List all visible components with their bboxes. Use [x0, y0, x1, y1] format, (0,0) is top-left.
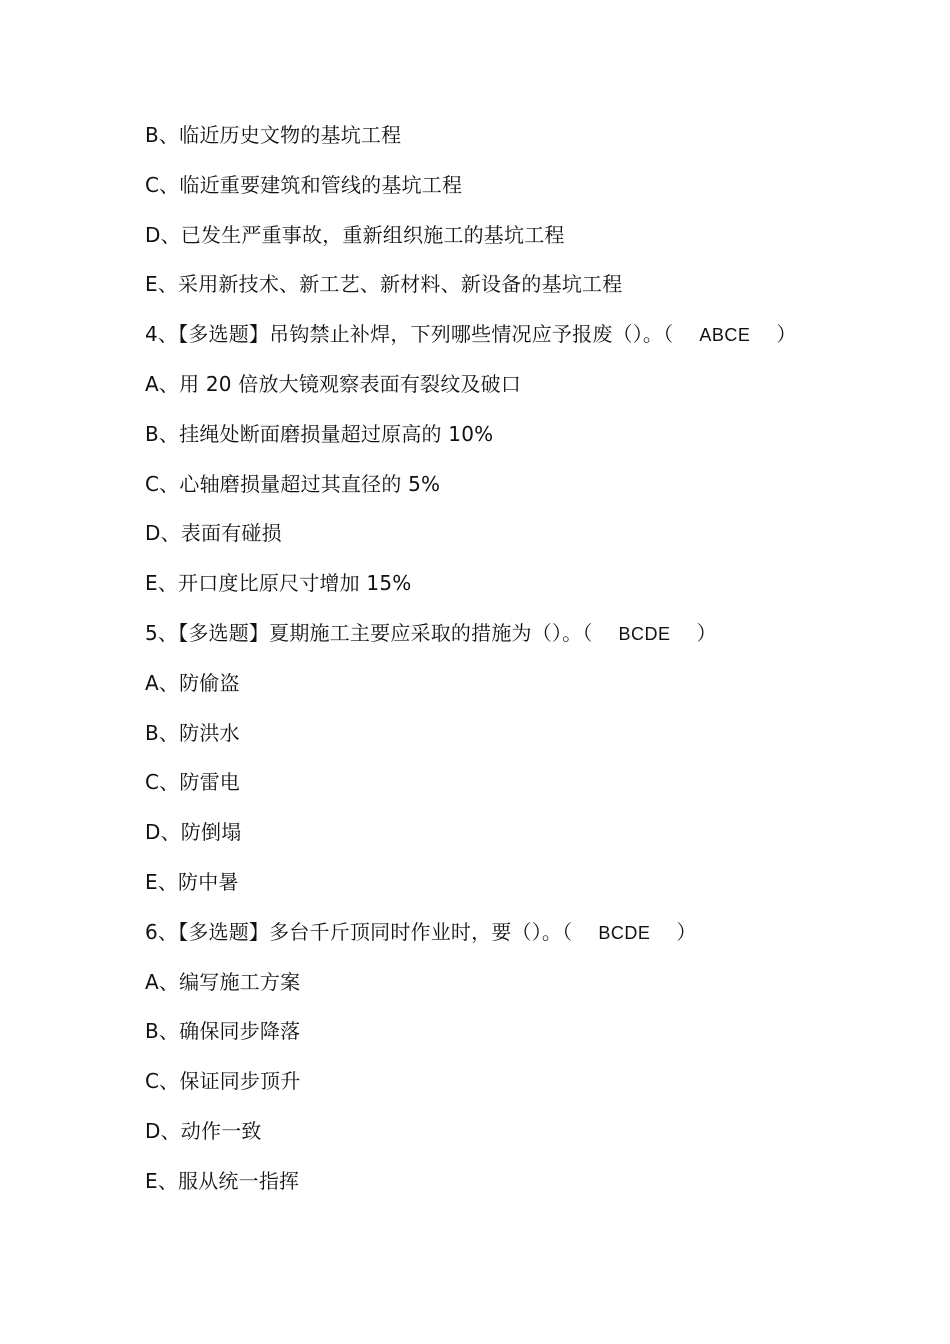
question-text: 5、【多选题】夏期施工主要应采取的措施为（）。（ [145, 620, 593, 645]
option-text: A、编写施工方案 [145, 969, 301, 994]
option-text: B、确保同步降落 [145, 1019, 301, 1044]
option-text: D、动作一致 [145, 1118, 262, 1143]
option-line [145, 509, 905, 559]
question-close: ） [676, 919, 697, 944]
option-line [145, 659, 905, 709]
option-line [145, 559, 905, 609]
option-line [145, 709, 905, 759]
answer-key: ABCE [699, 325, 751, 346]
option-line [145, 1107, 905, 1157]
option-line [145, 111, 905, 161]
option-line [145, 460, 905, 510]
option-line [145, 260, 905, 310]
question-text: 6、【多选题】多台千斤顶同时作业时，要（）。（ [145, 919, 573, 944]
option-line [145, 808, 905, 858]
option-text: D、防倒塌 [145, 820, 242, 845]
question-list [145, 111, 905, 1207]
option-line [145, 410, 905, 460]
answer-key: BCDE [598, 922, 651, 943]
option-text: B、临近历史文物的基坑工程 [145, 123, 402, 147]
option-line [145, 758, 905, 808]
question-line [145, 908, 905, 958]
question-close: ） [696, 620, 717, 645]
question-line [145, 310, 905, 360]
option-line [145, 858, 905, 908]
option-text: D、表面有碰损 [145, 521, 282, 546]
option-line [145, 161, 905, 211]
option-line [145, 211, 905, 261]
option-line [145, 360, 905, 410]
option-text: A、防偷盗 [145, 670, 240, 695]
option-text: C、临近重要建筑和管线的基坑工程 [145, 172, 463, 197]
option-line [145, 1157, 905, 1207]
option-text: E、开口度比原尺寸增加 15% [145, 571, 412, 596]
question-line [145, 609, 905, 659]
option-text: E、采用新技术、新工艺、新材料、新设备的基坑工程 [145, 272, 623, 297]
option-text: E、防中暑 [145, 869, 239, 894]
option-text: C、保证同步顶升 [145, 1069, 301, 1094]
question-text: 4、【多选题】吊钩禁止补焊，下列哪些情况应予报废（）。（ [145, 322, 674, 347]
option-text: D、已发生严重事故，重新组织施工的基坑工程 [145, 222, 565, 247]
option-text: C、防雷电 [145, 770, 240, 795]
option-text: B、防洪水 [145, 720, 240, 745]
answer-key: BCDE [618, 623, 671, 644]
option-text: B、挂绳处断面磨损量超过原高的 10% [145, 421, 494, 446]
option-line [145, 958, 905, 1008]
option-text: A、用 20 倍放大镜观察表面有裂纹及破口 [145, 371, 522, 396]
option-text: E、服从统一指挥 [145, 1168, 300, 1193]
option-text: C、心轴磨损量超过其直径的 5% [145, 471, 441, 496]
option-line [145, 1057, 905, 1107]
option-line [145, 1007, 905, 1057]
question-close: ） [776, 322, 797, 347]
